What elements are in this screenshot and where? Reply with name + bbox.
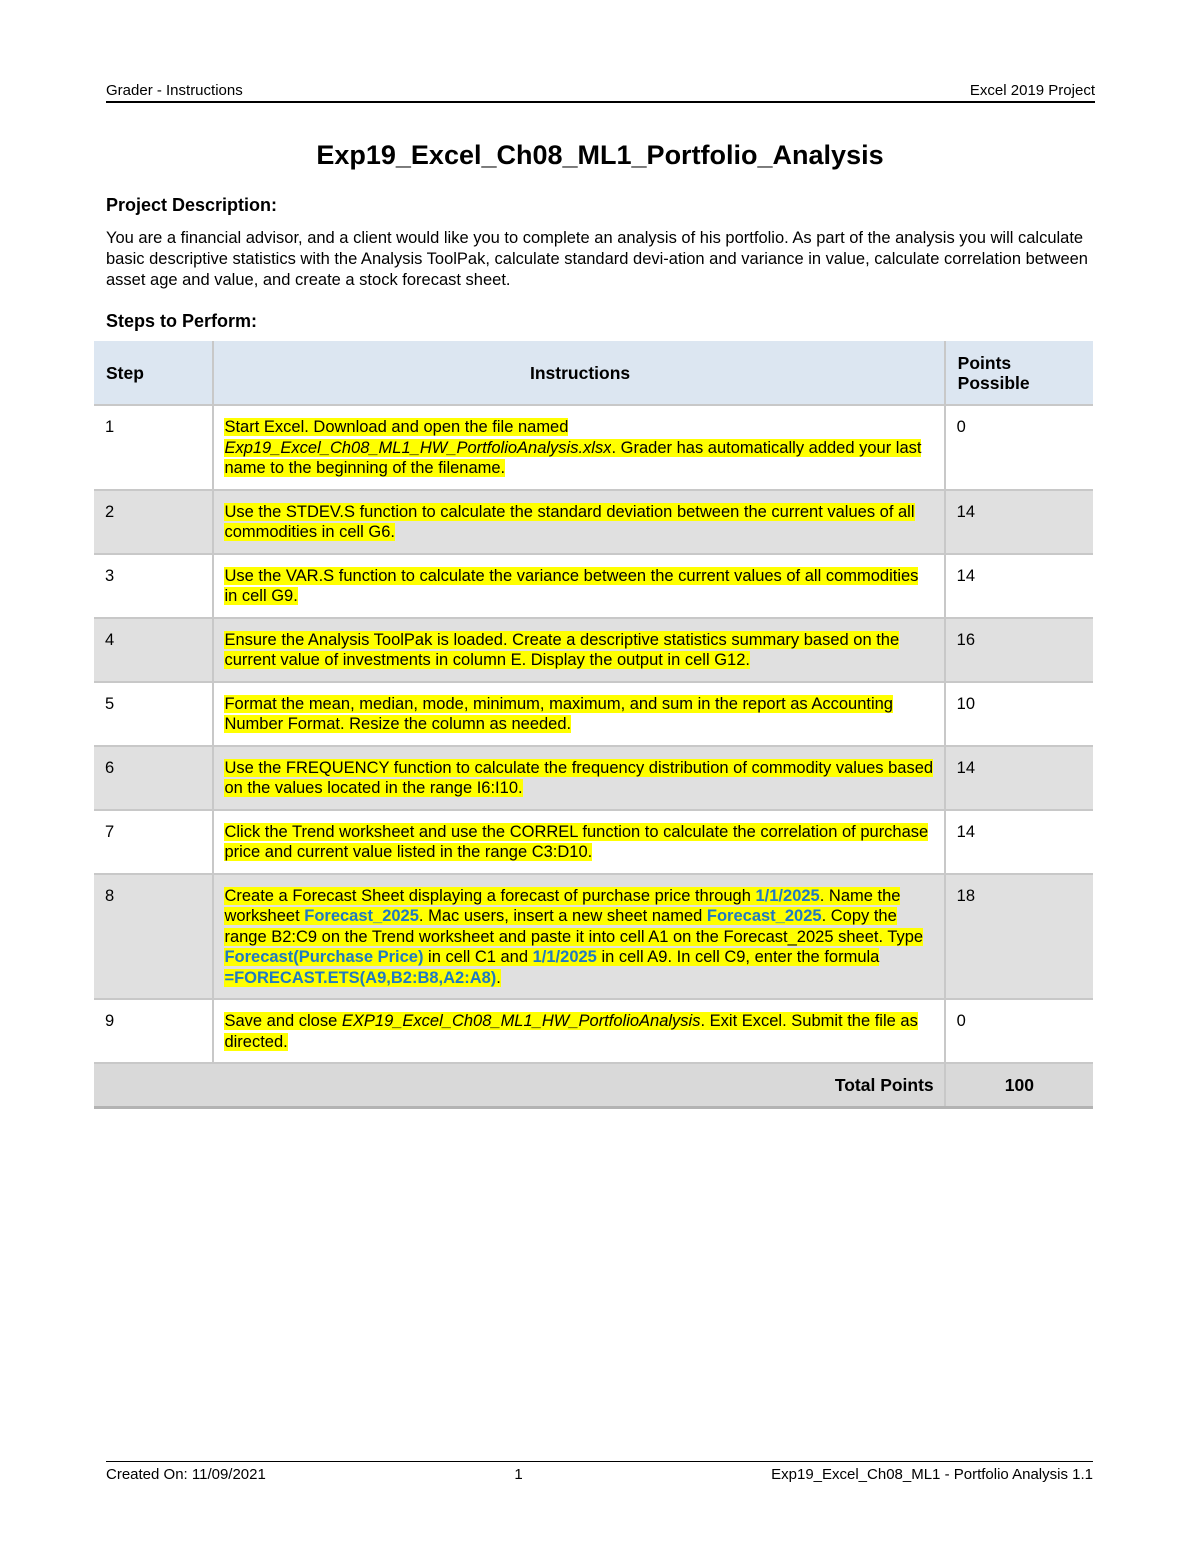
header-right: Excel 2019 Project bbox=[969, 82, 1095, 99]
instruction-value: 1/1/2025 bbox=[532, 948, 597, 966]
page-header bbox=[106, 82, 1095, 103]
instruction-text: Create a Forecast Sheet displaying a forecast of purchase price through bbox=[224, 886, 756, 905]
footer-page-number: 1 bbox=[514, 1466, 523, 1483]
step-number: 7 bbox=[94, 810, 213, 874]
header-instructions: Instructions bbox=[213, 341, 944, 405]
step-instructions bbox=[213, 682, 944, 746]
step-points: 14 bbox=[956, 822, 976, 841]
header-left: Grader - Instructions bbox=[106, 82, 243, 99]
table-row bbox=[94, 618, 1093, 682]
step-instructions bbox=[213, 999, 944, 1063]
instruction-text: Ensure the Analysis ToolPak is loaded. Create a descriptive statistics summary based on the current value of investments in column E. Display the output in cell G12. bbox=[224, 630, 900, 669]
instruction-text: . Copy the range B2:C9 on the Trend worksheet and paste it into cell A1 on the Forecast_2025 sheet. Type bbox=[224, 907, 924, 946]
table-row bbox=[94, 746, 1093, 810]
step-number: 4 bbox=[94, 618, 213, 682]
instruction-text: Use the STDEV.S function to calculate the standard deviation between the current values of all commodities in cell G6. bbox=[224, 502, 915, 541]
step-points: 0 bbox=[956, 418, 966, 436]
instruction-value: Forecast_2025 bbox=[706, 907, 822, 925]
table-row bbox=[94, 490, 1093, 554]
instruction-text: Start Excel. Download and open the file named bbox=[224, 418, 569, 436]
instruction-text: . Exit Excel. Submit the file as directed. bbox=[224, 1012, 918, 1051]
instruction-filename: Exp19_Excel_Ch08_ML1_HW_PortfolioAnalysis.xlsx bbox=[224, 438, 612, 457]
table-row bbox=[94, 554, 1093, 618]
step-points: 18 bbox=[956, 886, 976, 905]
step-number: 8 bbox=[94, 874, 213, 1000]
instruction-value: =FORECAST.ETS(A9,B2:B8,A2:A8) bbox=[224, 968, 497, 987]
table-header-row bbox=[94, 341, 1093, 405]
step-number: 6 bbox=[94, 746, 213, 810]
step-points: 14 bbox=[956, 502, 976, 521]
steps-heading: Steps to Perform: bbox=[106, 311, 258, 331]
instruction-text: Click the Trend worksheet and use the CORREL function to calculate the correlation of purchase price and current value listed in the range C3:D10. bbox=[224, 822, 929, 861]
step-number: 1 bbox=[94, 405, 213, 490]
step-number: 3 bbox=[94, 554, 213, 618]
document-title: Exp19_Excel_Ch08_ML1_Portfolio_Analysis bbox=[316, 140, 884, 170]
steps-table bbox=[94, 341, 1093, 1109]
step-number: 9 bbox=[94, 999, 213, 1063]
footer-document-name: Exp19_Excel_Ch08_ML1 - Portfolio Analysis 1.1 bbox=[771, 1466, 1093, 1483]
table-row bbox=[94, 999, 1093, 1063]
instruction-text: Save and close bbox=[224, 1012, 342, 1030]
instruction-text: . bbox=[496, 968, 501, 987]
instruction-text: . Name the worksheet bbox=[224, 886, 901, 925]
instruction-text: . Grader has automatically added your last name to the beginning of the filename. bbox=[224, 438, 922, 477]
steps-body bbox=[94, 405, 1093, 1063]
instruction-text: . Mac users, insert a new sheet named bbox=[418, 907, 707, 925]
instruction-text: in cell A9. In cell C9, enter the formula bbox=[596, 948, 880, 966]
instruction-text: Use the FREQUENCY function to calculate the frequency distribution of commodity values based on the values located in the range I6:I10. bbox=[224, 758, 934, 797]
page-footer bbox=[106, 1461, 1093, 1483]
total-value: 100 bbox=[1004, 1074, 1034, 1095]
step-points: 16 bbox=[956, 630, 976, 649]
step-points: 14 bbox=[956, 758, 976, 777]
step-instructions bbox=[213, 554, 944, 618]
footer-created-on: Created On: 11/09/2021 bbox=[106, 1466, 266, 1483]
table-row bbox=[94, 405, 1093, 490]
total-row bbox=[94, 1063, 1093, 1107]
instruction-value: Forecast_2025 bbox=[304, 907, 419, 925]
header-points: Points Possible bbox=[957, 352, 1030, 393]
step-points: 0 bbox=[956, 1012, 966, 1030]
step-instructions bbox=[213, 746, 944, 810]
instruction-text: in cell C1 and bbox=[423, 948, 533, 966]
step-instructions bbox=[213, 874, 944, 1000]
step-points: 14 bbox=[956, 566, 976, 585]
step-number: 2 bbox=[94, 490, 213, 554]
header-step: Step bbox=[94, 341, 213, 405]
instruction-filename: EXP19_Excel_Ch08_ML1_HW_PortfolioAnalysis bbox=[341, 1012, 701, 1030]
table-row bbox=[94, 682, 1093, 746]
instruction-text: Format the mean, median, mode, minimum, maximum, and sum in the report as Accounting Number Format. Resize the column as needed. bbox=[224, 694, 893, 733]
instruction-text: Use the VAR.S function to calculate the variance between the current values of all commodities in cell G9. bbox=[224, 566, 919, 605]
table-row bbox=[94, 810, 1093, 874]
step-instructions bbox=[213, 405, 944, 490]
step-instructions bbox=[213, 810, 944, 874]
instruction-value: 1/1/2025 bbox=[755, 886, 820, 905]
instruction-value: Forecast(Purchase Price) bbox=[224, 948, 424, 966]
total-label: Total Points bbox=[94, 1063, 945, 1107]
step-instructions bbox=[213, 618, 944, 682]
step-instructions bbox=[213, 490, 944, 554]
table-row bbox=[94, 874, 1093, 1000]
step-number: 5 bbox=[94, 682, 213, 746]
project-description-heading: Project Description: bbox=[106, 195, 278, 215]
project-description-text: You are a financial advisor, and a client would like you to complete an analysis of his portfolio. As part of the analysis you will calculate basic descriptive statistics with the Analysis ToolPak, calculate standard devi-ation and variance in value, calculate correlation between asset age and value, and create a stock forecast sheet. bbox=[106, 229, 1088, 289]
step-points: 10 bbox=[956, 694, 976, 713]
